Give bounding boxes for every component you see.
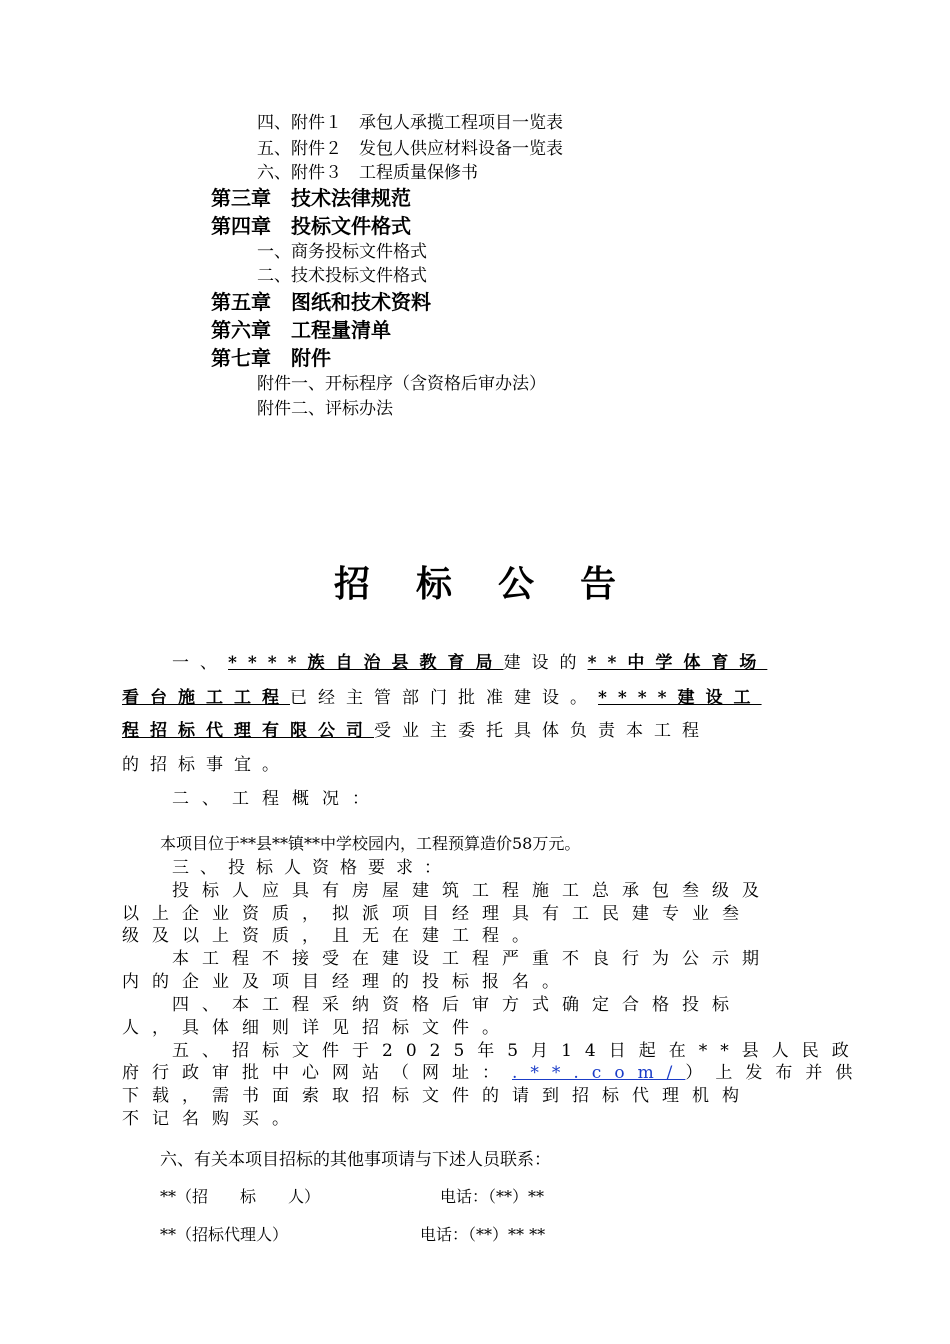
project-name-part-2: 看台施工工程 [122, 688, 290, 708]
contact-tenderer-phone: 电话：（**）** [440, 1187, 545, 1206]
section-5-line-1: 五、招标文件于2025年5月14日起在**县人民政 [172, 1041, 862, 1061]
agent-name-part-2: 程招标代理有限公司 [122, 721, 374, 741]
toc-item-evaluation-method: 附件二、评标办法 [257, 399, 393, 419]
project-name-part-1: **中学体育场 [587, 653, 768, 673]
notice-paragraph-1-line-4: 的招标事宜。 [122, 755, 290, 775]
notice-paragraph-1-line-3: 程招标代理有限公司受业主委托具体负责本工程 [122, 721, 710, 741]
toc-chapter-6: 第六章 工程量清单 [211, 318, 391, 342]
notice-title: 招标公告 [333, 564, 662, 605]
section-3b-line-2: 内的企业及项目经理的投标报名。 [122, 972, 572, 992]
toc-item-opening-procedure: 附件一、开标程序（含资格后审办法） [257, 374, 546, 394]
section-3-heading: 三、投标人资格要求： [172, 858, 452, 878]
toc-item-appendix-3: 六、附件３ 工程质量保修书 [257, 163, 478, 183]
toc-chapter-3: 第三章 技术法律规范 [211, 186, 411, 210]
section-3b-line-1: 本工程不接受在建设工程严重不良行为公示期 [172, 949, 772, 969]
section-3-line-1: 投标人应具有房屋建筑工程施工总承包叁级及 [172, 881, 772, 901]
section-2-body: 本项目位于**县**镇**中学校园内，工程预算造价58万元。 [160, 834, 581, 853]
website-link[interactable]: .**.com/ [512, 1063, 686, 1083]
agent-name-part-1: ****建设工 [598, 688, 762, 708]
owner-name: ****族自治县教育局 [228, 653, 504, 673]
section-5-line-4: 不记名购买。 [122, 1109, 302, 1129]
contact-tenderer-name: **（招 标 人） [160, 1187, 321, 1206]
toc-chapter-7: 第七章 附件 [211, 346, 331, 370]
toc-item-appendix-1: 四、附件１ 承包人承揽工程项目一览表 [257, 113, 563, 133]
notice-paragraph-1-line-2: 看台施工工程已经主管部门批准建设。****建设工 [122, 688, 762, 708]
section-2-heading: 二、工程概况： [172, 789, 382, 809]
toc-item-appendix-2: 五、附件２ 发包人供应材料设备一览表 [257, 139, 563, 159]
toc-item-technical-format: 二、技术投标文件格式 [257, 266, 427, 286]
toc-item-business-format: 一、商务投标文件格式 [257, 242, 427, 262]
contact-agent-name: **（招标代理人） [160, 1225, 289, 1244]
section-6-heading: 六、有关本项目招标的其他事项请与下述人员联系： [160, 1150, 551, 1170]
toc-chapter-5: 第五章 图纸和技术资料 [211, 290, 431, 314]
section-3-line-3: 级及以上资质，且无在建工程。 [122, 926, 542, 946]
section-4-line-2: 人，具体细则详见招标文件。 [122, 1018, 512, 1038]
notice-paragraph-1-line-1: 一、****族自治县教育局建设的**中学体育场 [172, 653, 768, 673]
section-5-line-3: 下载，需书面索取招标文件的请到招标代理机构 [122, 1086, 752, 1106]
contact-agent-phone: 电话：（**）** ** [420, 1225, 546, 1244]
section-3-line-2: 以上企业资质，拟派项目经理具有工民建专业叁 [122, 904, 752, 924]
section-5-line-2: 府行政审批中心网站（网址：.**.com/）上发布并供 [122, 1063, 866, 1083]
toc-chapter-4: 第四章 投标文件格式 [211, 214, 411, 238]
section-4-line-1: 四、本工程采纳资格后审方式确定合格投标 [172, 995, 742, 1015]
